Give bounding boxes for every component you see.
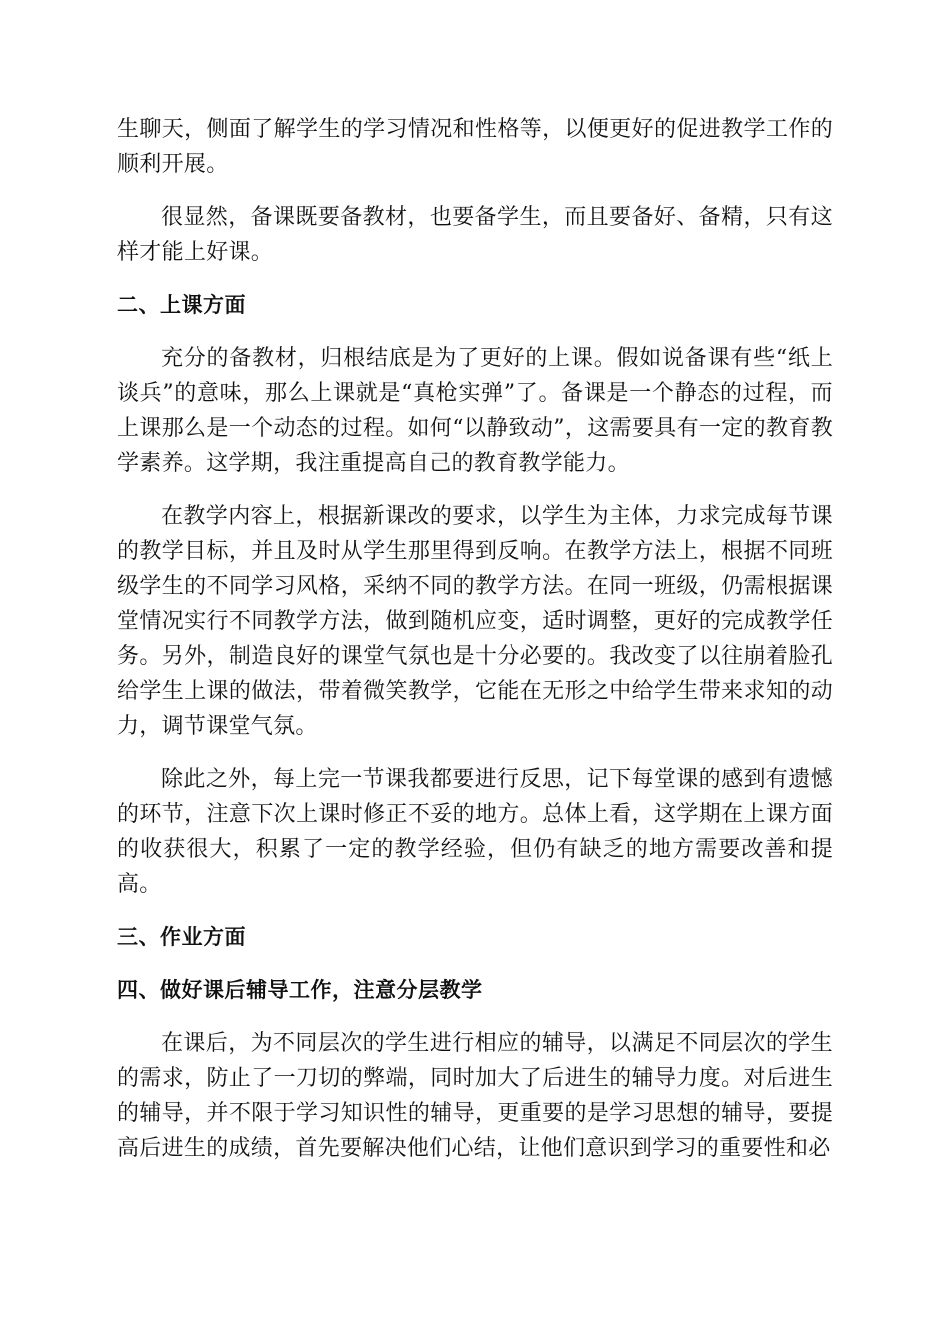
- section-heading: 四、做好课后辅导工作，注意分层教学: [117, 978, 483, 1002]
- paragraph: 在教学内容上，根据新课改的要求，以学生为主体，力求完成每节课的教学目标，并且及时从学生那里得到反响。在教学方法上，根据不同班级学生的不同学习风格，采纳不同的教学方法。在同一班级，仍需根据课堂情况实行不同教学方法，做到随机应变，适时调整，更好的完成教学任务。另外，制造良好的课堂气氛也是十分必要的。我改变了以往崩着脸孔给学生上课的做法，带着微笑教学，它能在无形之中给学生带来求知的动力，调节课堂气氛。: [117, 504, 833, 739]
- paragraph: 充分的备教材，归根结底是为了更好的上课。假如说备课有些“纸上谈兵”的意味，那么上课就是“真枪实弹”了。备课是一个静态的过程，而上课那么是一个动态的过程。如何“以静致动”，这需要具有一定的教育教学素养。这学期，我注重提高自己的教育教学能力。: [117, 346, 833, 476]
- paragraph: 在课后，为不同层次的学生进行相应的辅导，以满足不同层次的学生的需求，防止了一刀切的弊端，同时加大了后进生的辅导力度。对后进生的辅导，并不限于学习知识性的辅导，更重要的是学习思想的辅导，要提高后进生的成绩，首先要解决他们心结，让他们意识到学习的重要性和必: [117, 1031, 833, 1161]
- paragraph: 除此之外，每上完一节课我都要进行反思，记下每堂课的感到有遗憾的环节，注意下次上课时修正不妥的地方。总体上看，这学期在上课方面的收获很大，积累了一定的教学经验，但仍有缺乏的地方需要改善和提高。: [117, 767, 833, 897]
- section-heading: 二、上课方面: [117, 293, 246, 317]
- paragraph: 生聊天，侧面了解学生的学习情况和性格等，以便更好的促进教学工作的顺利开展。: [117, 117, 833, 177]
- document-body: [117, 112, 833, 1166]
- section-heading: 三、作业方面: [117, 925, 246, 949]
- paragraph: 很显然，备课既要备教材，也要备学生，而且要备好、备精，只有这样才能上好课。: [117, 205, 833, 265]
